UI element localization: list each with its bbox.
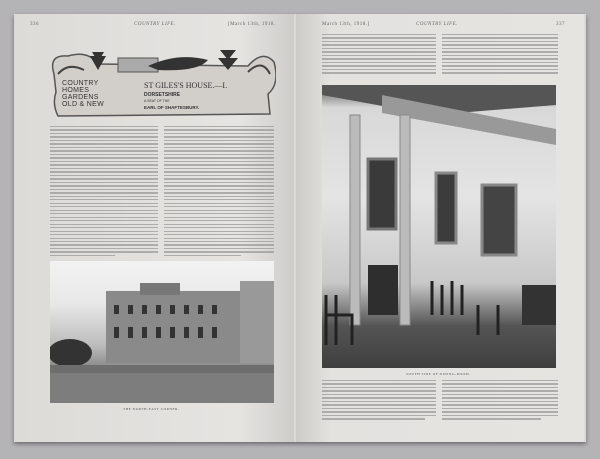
county: DORSETSHIRE — [144, 92, 181, 98]
series-line: OLD & NEW — [62, 101, 104, 108]
photo-caption: SOUTH SIDE OF DINING-ROOM. — [406, 372, 471, 376]
body-text-column — [442, 380, 558, 422]
running-head: COUNTRY LIFE. — [134, 22, 176, 27]
body-text-column — [322, 380, 436, 422]
page-number: 336 — [30, 22, 39, 27]
photo-north-east-corner — [50, 261, 274, 403]
body-text-column — [50, 126, 158, 258]
body-text-column — [322, 34, 436, 76]
series-line: HOMES — [62, 87, 90, 94]
issue-date: [March 13th, 1918. — [228, 22, 276, 27]
left-page — [16, 14, 294, 442]
running-head: COUNTRY LIFE. — [416, 22, 458, 27]
owner: EARL OF SHAFTESBURY. — [144, 105, 200, 110]
page-number: 337 — [556, 22, 565, 27]
issue-date: March 13th, 1918.] — [322, 22, 370, 27]
seat-of: A SEAT OF THE — [144, 99, 170, 103]
series-title — [62, 80, 104, 108]
series-line: GARDENS — [62, 94, 99, 101]
series-line: COUNTRY — [62, 80, 99, 87]
photo-dining-room — [322, 85, 556, 368]
photo-caption: THE NORTH-EAST CORNER. — [123, 407, 180, 411]
dining-room-interior-image — [322, 85, 556, 368]
body-text-column — [442, 34, 558, 76]
right-page — [296, 14, 584, 442]
title-banner — [48, 44, 276, 120]
body-text-column — [164, 126, 274, 258]
magazine-spread — [14, 14, 586, 442]
house-title: ST GILES'S HOUSE.—I. — [144, 81, 228, 90]
house-exterior-image — [50, 261, 274, 403]
